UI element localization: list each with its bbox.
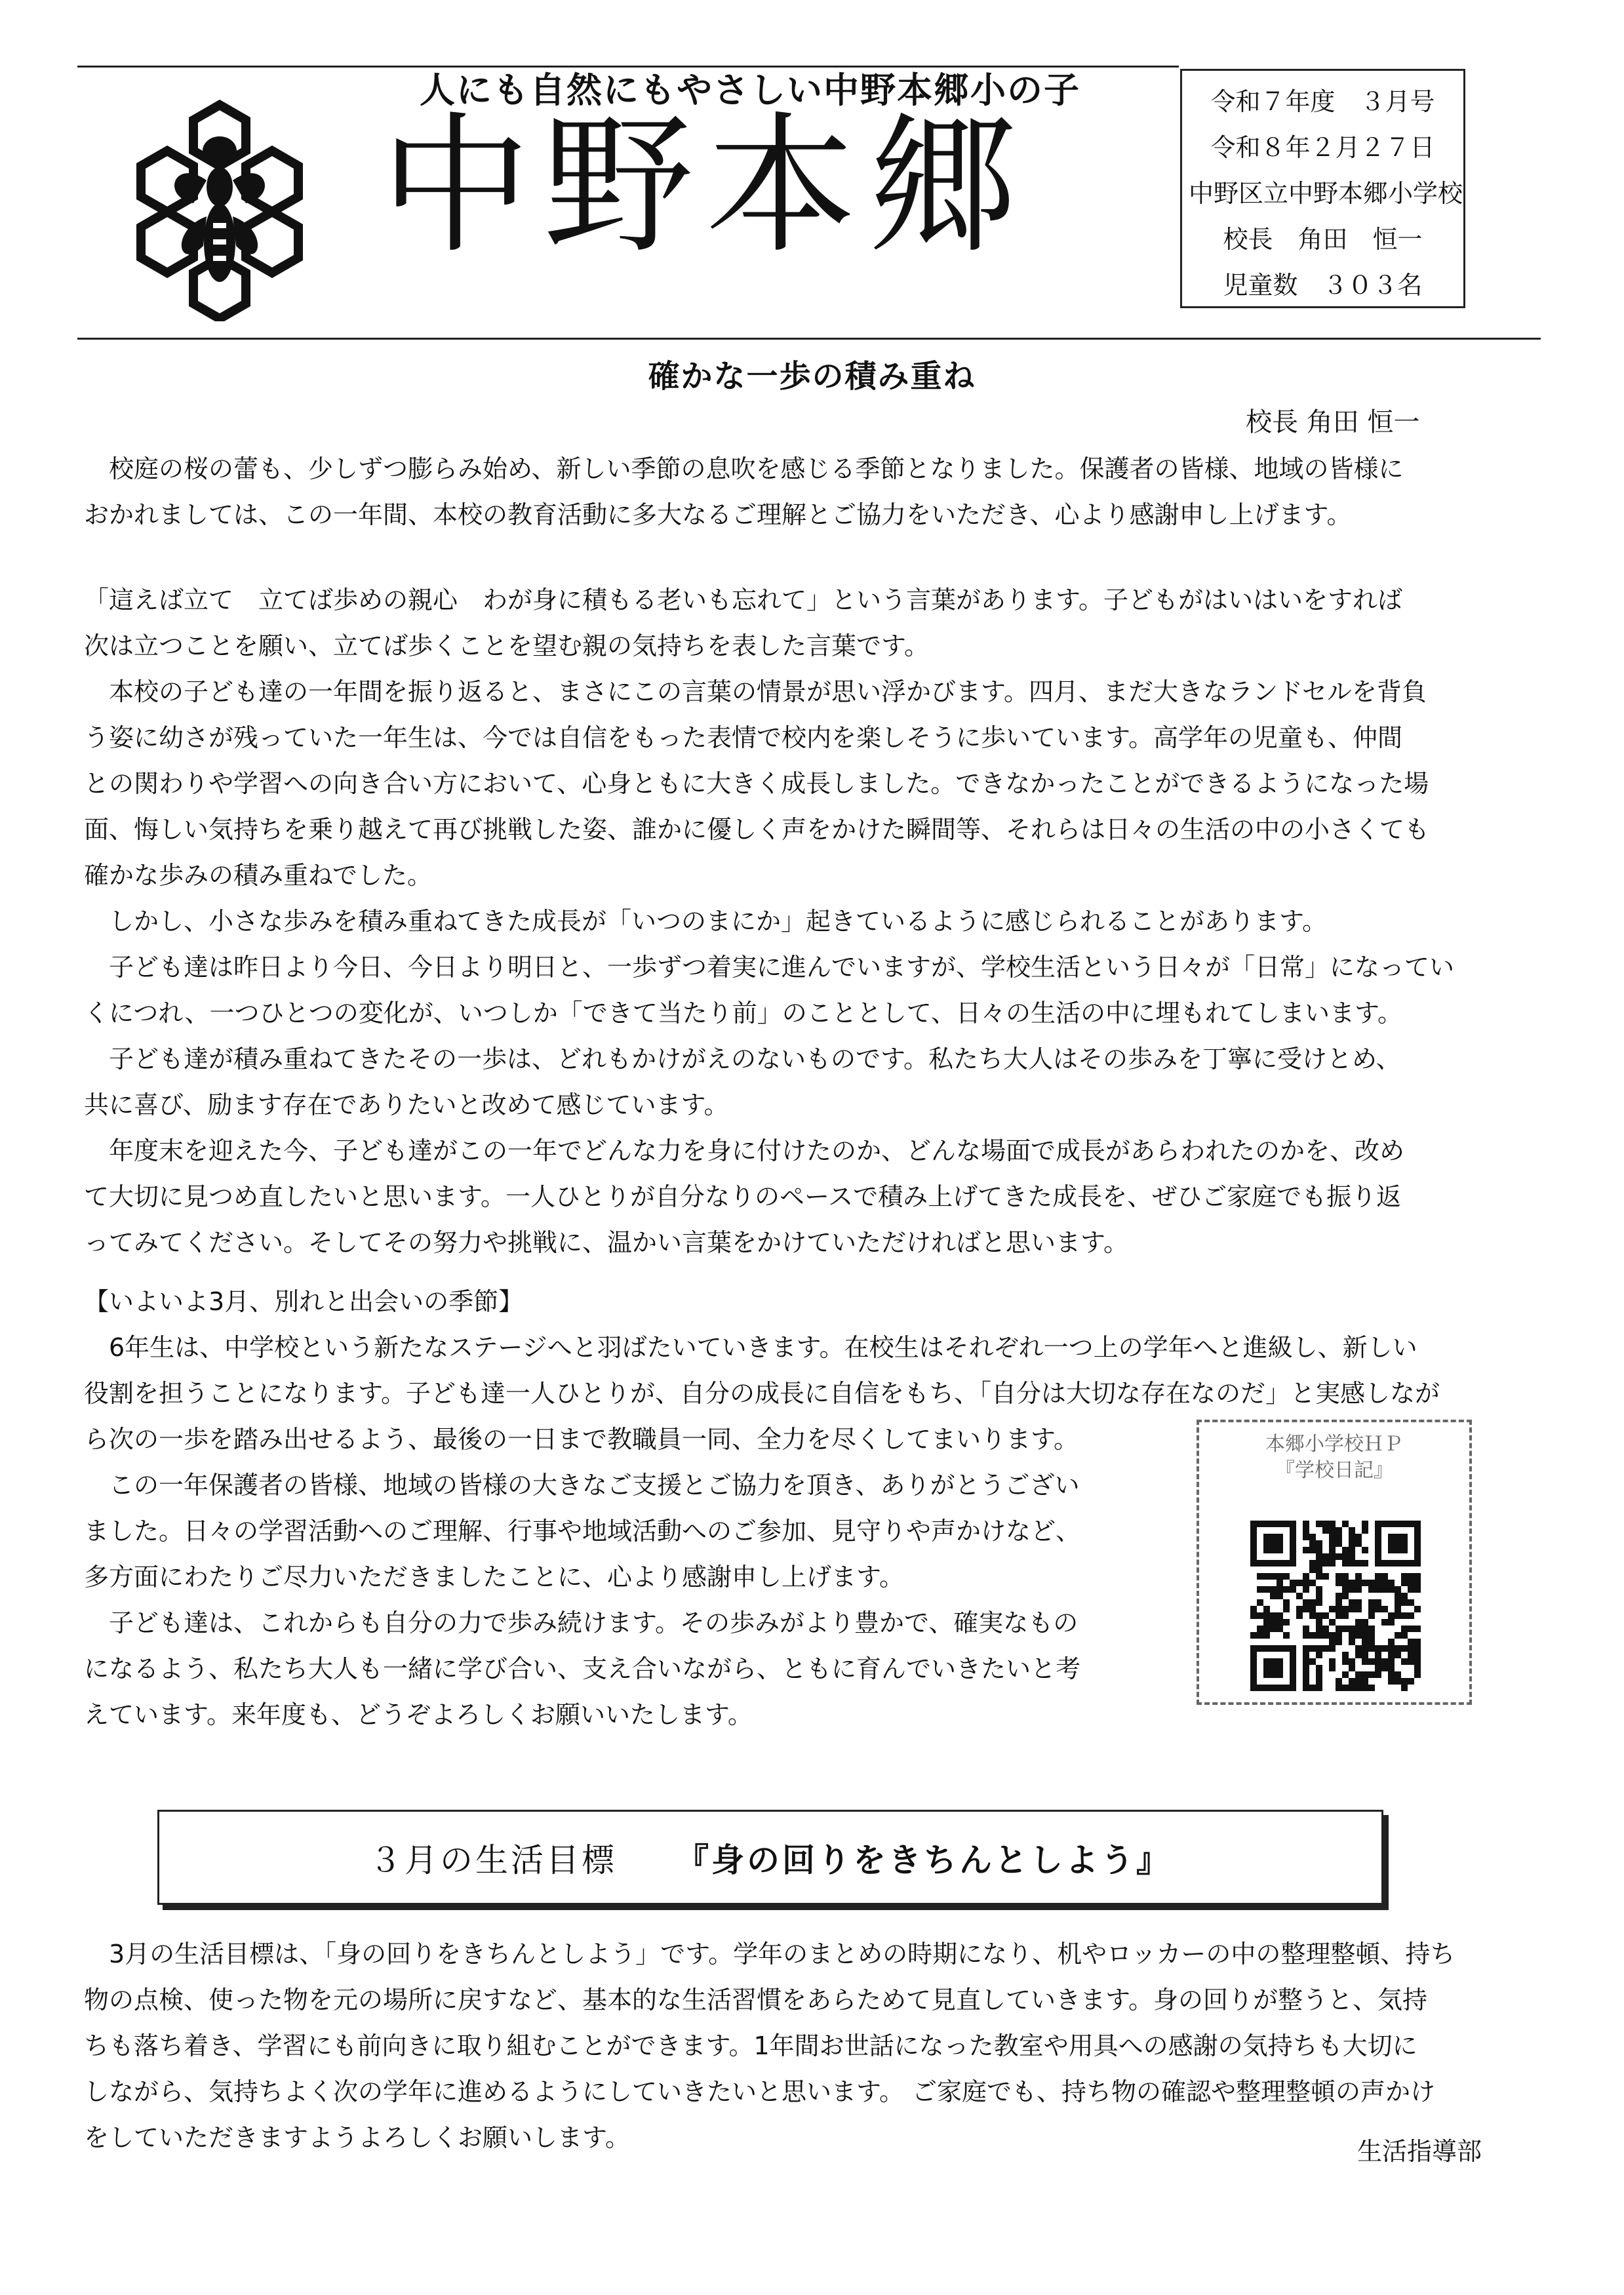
goal-title: 『身の回りをきちんとしよう』 <box>676 1841 1172 1879</box>
text-line: 多方面にわたりご尽力いただきましたことに、心より感謝申し上げます。 <box>84 1563 904 1591</box>
qr-label <box>1199 1431 1469 1484</box>
header-bottom-rule <box>77 338 1541 340</box>
qr-label-line: 本郷小学校ＨＰ <box>1265 1433 1403 1456</box>
qr-label-line: 『学校日記』 <box>1275 1459 1393 1482</box>
monthly-goal-banner <box>157 1810 1383 1905</box>
goal-signature: 生活指導部 <box>1357 2137 1482 2166</box>
text-line: 3月の生活目標は、「身の回りをきちんとしよう」です。学年のまとめの時期になり、机やロッカーの中の整理整頓、持ち <box>84 1940 1456 1968</box>
text-line: 確かな歩みの積み重ねでした。 <box>84 861 433 890</box>
article-paragraph-main <box>84 577 1454 1266</box>
text-line: ら次の一歩を踏み出せるよう、最後の一日まで教職員一同、全力を尽くしてまいります。 <box>84 1425 1079 1454</box>
text-line: 校庭の桜の蕾も、少しずつ膨らみ始め、新しい季節の息吹を感じる季節となりました。保護者の皆様、地域の皆様に <box>84 454 1404 483</box>
qr-code-icon <box>1250 1521 1421 1691</box>
school-name: 中野区立中野本郷小学校 <box>1189 179 1463 208</box>
text-line: 年度末を迎えた今、子ども達がこの一年でどんな力を身に付けたのか、どんな場面で成長があらわれたのかを、改め <box>84 1136 1405 1165</box>
text-line: 本校の子ども達の一年間を振り返ると、まさにこの言葉の情景が思い浮かびます。四月、まだ大きなランドセルを背負 <box>84 677 1427 706</box>
section-heading: 【いよいよ3月、別れと出会いの季節】 <box>84 1287 524 1316</box>
text-line: ちも落ち着き、学習にも前向きに取り組むことができます。1年間お世話になった教室や用具への感謝の気持ちも大切に <box>84 2031 1417 2060</box>
newsletter-title: 中野本郷 <box>380 99 1031 274</box>
issue-date: 令和８年２月２７日 <box>1210 133 1435 162</box>
text-line: 役割を担うことになります。子ども達一人ひとりが、自分の成長に自信をもち、「自分は大切な存在なのだ」と実感しなが <box>84 1379 1440 1408</box>
text-line: との関わりや学習への向き合い方において、心身ともに大きく成長しました。できなかったことができるようになった場 <box>84 769 1429 798</box>
text-line: ってみてください。そしてその努力や挑戦に、温かい言葉をかけていただければと思います。 <box>84 1228 1128 1257</box>
article-byline: 校長 角田 恒一 <box>1246 407 1420 437</box>
text-line: になるよう、私たち大人も一緒に学び合い、支え合いながら、ともに育んでいきたいと考 <box>84 1654 1081 1683</box>
text-line: しかし、小さな歩みを積み重ねてきた成長が「いつのまにか」起きているように感じられることがあります。 <box>84 907 1328 936</box>
article-paragraph-intro <box>84 446 1404 538</box>
text-line: 子ども達が積み重ねてきたその一歩は、どれもかけがえのないものです。私たち大人はその歩みを丁寧に受けとめ、 <box>84 1045 1401 1073</box>
text-line: くにつれ、一つひとつの変化が、いつしか「できて当たり前」のこととして、日々の生活の中に埋もれてしまいます。 <box>84 999 1402 1028</box>
text-line: 子ども達は昨日より今日、今日より明日と、一歩ずつ着実に進んでいますが、学校生活という日々が「日常」になってい <box>84 953 1455 982</box>
school-emblem-icon <box>121 98 318 321</box>
student-count: 児童数 ３０３名 <box>1223 271 1423 300</box>
text-line: 6年生は、中学校という新たなステージへと羽ばたいていきます。在校生はそれぞれ一つ上の学年へと進級し、新しい <box>84 1333 1417 1362</box>
text-line: う姿に幼さが残っていた一年生は、今では自信をもった表情で校内を楽しそうに歩いています。高学年の児童も、仲間 <box>84 723 1402 752</box>
issue-number: 令和７年度 ３月号 <box>1210 87 1435 116</box>
school-slogan: 人にも自然にもやさしい中野本郷小の子 <box>420 70 1080 111</box>
text-line: 物の点検、使った物を元の場所に戻すなど、基本的な生活習慣をあらためて見直していきます。身の回りが整うと、気持 <box>84 1986 1427 2014</box>
text-line: をしていただきますようよろしくお願いします。 <box>84 2123 630 2152</box>
text-line: おかれましては、この一年間、本校の教育活動に多大なるご理解とご協力をいただき、心より感謝申し上げます。 <box>84 500 1352 529</box>
text-line: 共に喜び、励ます存在でありたいと改めて感じています。 <box>84 1090 729 1119</box>
text-line: えています。来年度も、どうぞよろしくお願いいたします。 <box>84 1700 753 1729</box>
goal-month-label: ３月の生活目標 <box>369 1841 617 1879</box>
goal-paragraph <box>84 1931 1455 2161</box>
text-line: て大切に見つめ直したいと思います。一人ひとりが自分なりのペースで積み上げてきた成長を、ぜひご家庭でも振り返 <box>84 1182 1402 1211</box>
issue-info-box <box>1180 69 1465 308</box>
text-line: 次は立つことを願い、立てば歩くことを望む親の気持ちを表した言葉です。 <box>84 631 929 660</box>
text-line: 面、悔しい気持ちを乗り越えて再び挑戦した姿、誰かに優しく声をかけた瞬間等、それらは日々の生活の中の小さくても <box>84 815 1430 844</box>
article-title: 確かな一歩の積み重ね <box>648 358 976 395</box>
text-line: この一年保護者の皆様、地域の皆様の大きなご支援とご協力を頂き、ありがとうござい <box>84 1471 1080 1500</box>
text-line: 「這えば立て 立てば歩めの親心 わが身に積もる老いも忘れて」という言葉があります。子どもがはいはいをすれば <box>84 586 1402 614</box>
qr-code-box[interactable] <box>1197 1420 1472 1705</box>
text-line: 子ども達は、これからも自分の力で歩み続けます。その歩みがより豊かで、確実なもの <box>84 1608 1079 1637</box>
text-line: ました。日々の学習活動へのご理解、行事や地域活動へのご参加、見守りや声かけなど、 <box>84 1517 1081 1546</box>
text-line: しながら、気持ちよく次の学年に進めるようにしていきたいと思います。 ご家庭でも、持ち物の確認や整理整頓の声かけ <box>84 2077 1436 2106</box>
principal-name: 校長 角田 恒一 <box>1223 225 1423 254</box>
